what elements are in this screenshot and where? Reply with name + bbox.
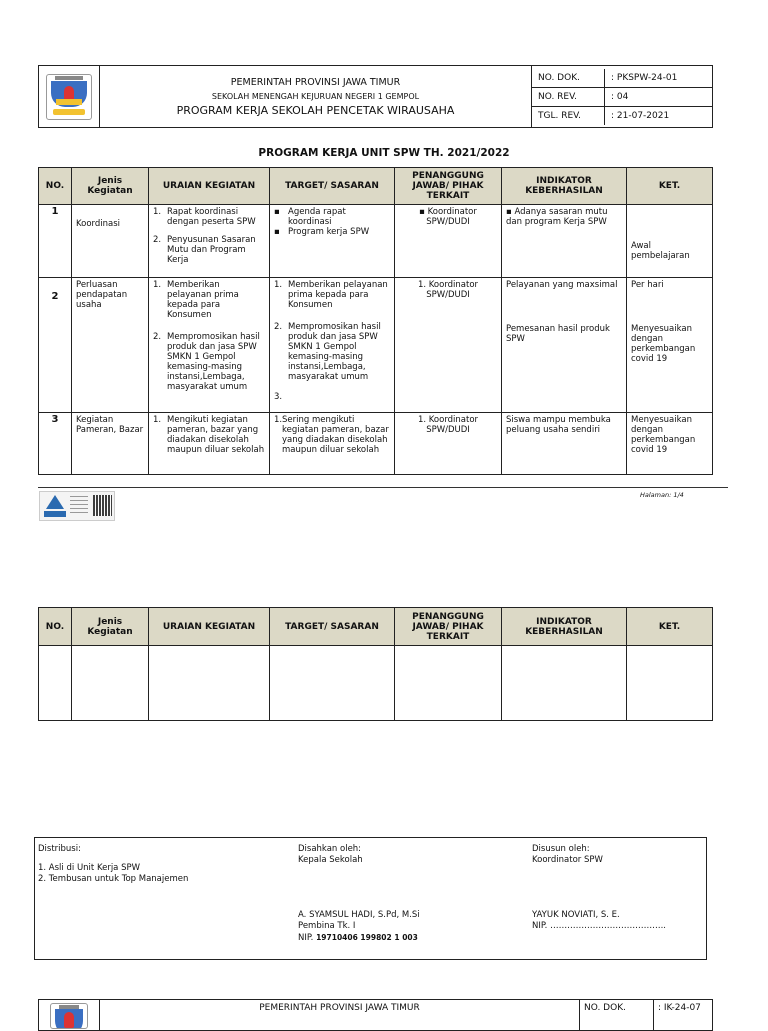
empty-cell <box>627 646 713 721</box>
indikator-item: Pemesanan hasil produk SPW <box>506 324 610 344</box>
distribution-item: 2. Tembusan untuk Top Manajemen <box>38 874 189 884</box>
footer-divider <box>38 487 728 488</box>
table-row <box>39 205 713 278</box>
list-marker: 3. <box>274 392 283 402</box>
list-marker: 2. <box>274 322 283 332</box>
bullet-icon: ▪ <box>274 207 280 217</box>
row-ket <box>627 278 713 413</box>
col-header-jenis: Jenis Kegiatan <box>72 168 149 205</box>
ket-item: Per hari <box>631 280 664 290</box>
empty-cell <box>149 646 270 721</box>
col-header-uraian: URAIAN KEGIATAN <box>149 608 270 646</box>
org-line-1: PEMERINTAH PROVINSI JAWA TIMUR <box>100 1000 580 1031</box>
document-header <box>38 65 713 128</box>
list-marker: 1. <box>274 415 283 425</box>
bullet-icon: ▪ <box>274 227 280 237</box>
approved-role: Kepala Sekolah <box>298 855 363 865</box>
row-ket: Menyesuaikan dengan perkembangan covid 19 <box>627 413 713 475</box>
table-header-row <box>39 168 713 205</box>
prepared-nip: NIP. ………………………………….. <box>532 921 666 931</box>
row-ket <box>627 205 713 278</box>
program-table <box>38 167 713 475</box>
doc-number-label: NO. DOK. <box>532 69 605 88</box>
list-item: Mempromosikan hasil produk dan jasa SPW SMKN 1 Gempol kemasing-masing instansi,Lembaga, masyarakat umum <box>167 332 260 392</box>
row-jenis: Kegiatan Pameran, Bazar <box>72 413 149 475</box>
prepared-role: Koordinator SPW <box>532 855 603 865</box>
row-pj: ▪ Koordinator SPW/DUDI <box>395 205 502 278</box>
next-page-header <box>38 999 713 1031</box>
row-number: 1 <box>39 205 72 278</box>
approved-rank: Pembina Tk. I <box>298 921 356 931</box>
empty-cell <box>39 646 72 721</box>
page-title: PROGRAM KERJA UNIT SPW TH. 2021/2022 <box>258 147 510 159</box>
row-number-text: 2 <box>51 291 59 302</box>
school-logo-icon <box>46 74 92 120</box>
list-item: Mempromosikan hasil produk dan jasa SPW SMKN 1 Gempol kemasing-masing instansi,Lembaga, masyarakat umum <box>288 322 381 382</box>
revision-label: NO. REV. <box>532 87 605 106</box>
row-target <box>270 413 395 475</box>
col-header-ket: KET. <box>627 168 713 205</box>
row-target <box>270 205 395 278</box>
col-header-indikator: INDIKATOR KEBERHASILAN <box>502 608 627 646</box>
revision-value: : 04 <box>605 87 713 106</box>
list-marker: 2. <box>153 332 162 342</box>
program-table-blank <box>38 607 713 721</box>
approval-section <box>298 844 420 958</box>
prepared-name: YAYUK NOVIATI, S. E. <box>532 910 620 920</box>
doc-meta <box>532 69 712 125</box>
table-row <box>39 646 713 721</box>
col-header-uraian: URAIAN KEGIATAN <box>149 168 270 205</box>
prepared-section <box>532 844 666 932</box>
nip-label: NIP. <box>298 933 317 943</box>
list-marker: 2. <box>153 235 162 245</box>
empty-cell <box>72 646 149 721</box>
row-jenis-text: Koordinasi <box>76 219 121 229</box>
list-marker: 1. <box>153 280 162 290</box>
row-pj: 1. Koordinator SPW/DUDI <box>395 278 502 413</box>
approved-title: Disahkan oleh: <box>298 844 362 854</box>
row-target <box>270 278 395 413</box>
row-indikator <box>502 278 627 413</box>
list-item: Mengikuti kegiatan pameran, bazar yang diadakan disekolah maupun diluar sekolah <box>167 415 265 455</box>
doc-number-value: : PKSPW-24-01 <box>611 72 678 83</box>
col-header-target: TARGET/ SASARAN <box>270 608 395 646</box>
col-header-no: NO. <box>39 168 72 205</box>
distribution-title: Distribusi: <box>38 844 81 854</box>
qr-code-icon <box>93 495 112 516</box>
doc-meta-cell <box>532 66 713 128</box>
list-item: Memberikan pelayanan prima kepada para Konsumen <box>288 280 388 310</box>
school-logo-icon <box>50 1003 88 1029</box>
list-item: Sering mengikuti kegiatan pameran, bazar yang diadakan disekolah maupun diluar sekolah <box>282 415 389 455</box>
row-number <box>39 278 72 413</box>
list-item: Agenda rapat koordinasi <box>288 207 346 227</box>
col-header-pj: PENANGGUNG JAWAB/ PIHAK TERKAIT <box>395 608 502 646</box>
table-row <box>39 278 713 413</box>
approved-nip <box>298 932 420 944</box>
organization-block <box>100 66 532 128</box>
list-item: Penyusunan Sasaran Mutu dan Program Kerja <box>167 235 256 265</box>
row-jenis: Perluasan pendapatan usaha <box>72 278 149 413</box>
nip-value: 19710406 199802 1 003 <box>316 933 418 942</box>
list-marker: 1. <box>274 280 283 290</box>
list-marker: 1. <box>153 207 162 217</box>
certification-logo-icon <box>46 495 64 509</box>
col-header-jenis: Jenis Kegiatan <box>72 608 149 646</box>
row-ket-text: Awal pembelajaran <box>631 241 690 261</box>
doc-number-label: NO. DOK. <box>580 1000 654 1031</box>
row-indikator: Siswa mampu membuka peluang usaha sendiri <box>502 413 627 475</box>
org-line-3: PROGRAM KERJA SEKOLAH PENCETAK WIRAUSAHA <box>176 103 455 117</box>
revision-date-value: : 21-07-2021 <box>605 106 713 125</box>
list-item: Program kerja SPW <box>288 227 370 237</box>
list-item: Memberikan pelayanan prima kepada para Konsumen <box>167 280 239 320</box>
col-header-pj: PENANGGUNG JAWAB/ PIHAK TERKAIT <box>395 168 502 205</box>
empty-cell <box>270 646 395 721</box>
list-marker: 1. <box>153 415 162 425</box>
revision-date-label: TGL. REV. <box>532 106 605 125</box>
org-line-2: SEKOLAH MENENGAH KEJURUAN NEGERI 1 GEMPOL <box>211 91 420 101</box>
school-logo-cell <box>39 66 100 128</box>
row-uraian <box>149 205 270 278</box>
row-jenis <box>72 205 149 278</box>
row-uraian <box>149 278 270 413</box>
approved-name: A. SYAMSUL HADI, S.Pd, M.Si <box>298 910 420 920</box>
empty-cell <box>502 646 627 721</box>
iso-certification-badge <box>39 491 115 521</box>
ket-item: Menyesuaikan dengan perkembangan covid 19 <box>631 324 696 364</box>
col-header-no: NO. <box>39 608 72 646</box>
col-header-indikator: INDIKATOR KEBERHASILAN <box>502 168 627 205</box>
list-item: Rapat koordinasi dengan peserta SPW <box>167 207 256 227</box>
col-header-ket: KET. <box>627 608 713 646</box>
table-header-row <box>39 608 713 646</box>
row-number: 3 <box>39 413 72 475</box>
table-row <box>39 413 713 475</box>
col-header-target: TARGET/ SASARAN <box>270 168 395 205</box>
doc-number-value: : IK-24-07 <box>654 1000 713 1031</box>
indikator-item: Pelayanan yang maxsimal <box>506 280 618 290</box>
row-uraian <box>149 413 270 475</box>
page-number: Halaman: 1/4 <box>640 491 684 499</box>
empty-cell <box>395 646 502 721</box>
row-indikator: ▪ Adanya sasaran mutu dan program Kerja SPW <box>502 205 627 278</box>
distribution-item: 1. Asli di Unit Kerja SPW <box>38 863 141 873</box>
org-line-1: PEMERINTAH PROVINSI JAWA TIMUR <box>230 76 401 88</box>
signature-block <box>34 837 707 960</box>
row-pj: 1. Koordinator SPW/DUDI <box>395 413 502 475</box>
school-logo-cell <box>39 1000 100 1031</box>
distribution-section <box>38 844 188 885</box>
prepared-title: Disusun oleh: <box>532 844 590 854</box>
